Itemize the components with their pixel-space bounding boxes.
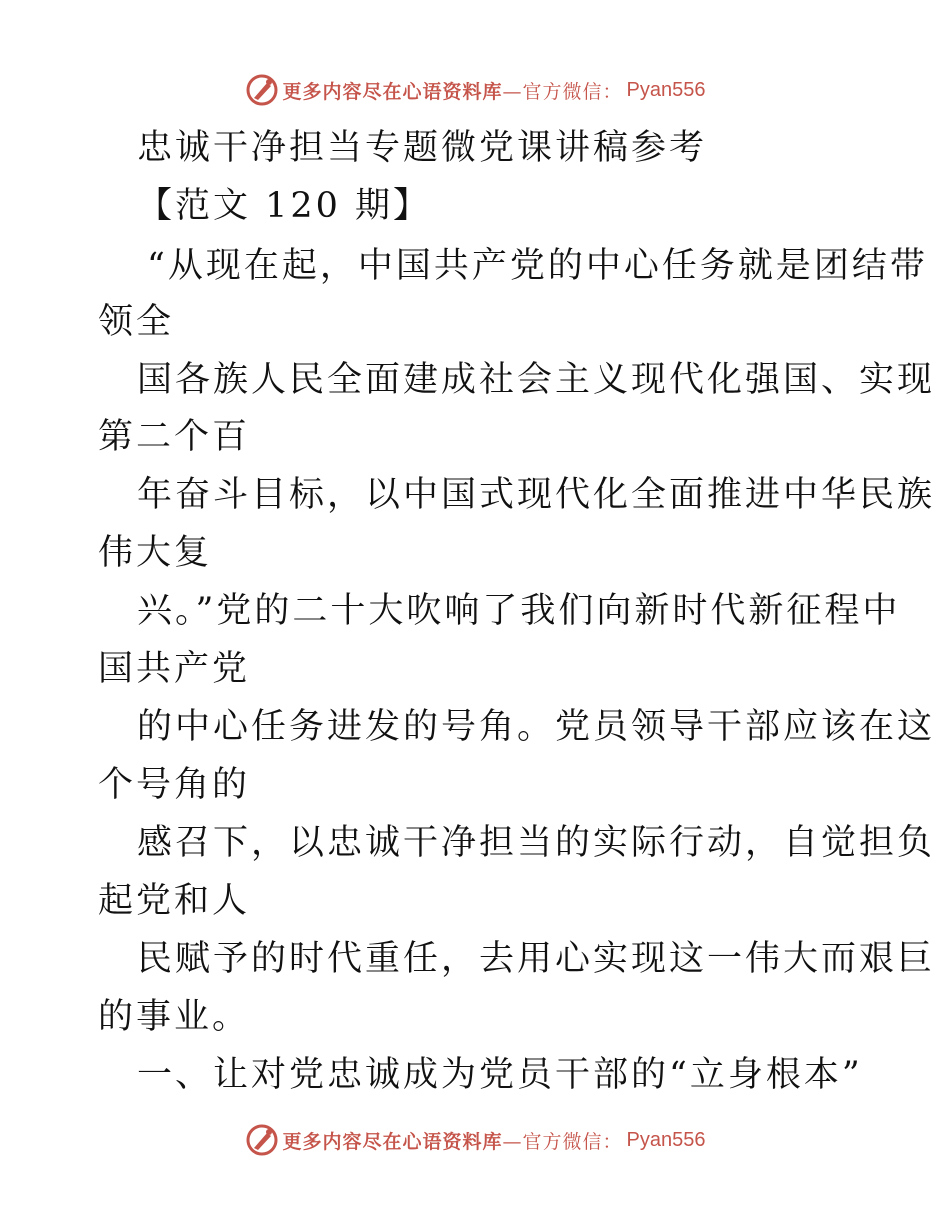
paragraph-line: 感召下，以忠诚干净担当的实际行动，自觉担负 — [137, 823, 936, 863]
section-heading: 一、让对党忠诚成为党员干部的“立身根本” — [137, 1055, 863, 1095]
watermark-banner-bottom — [0, 1120, 950, 1160]
paragraph-line: 的中心任务进发的号角。党员领导干部应该在这 — [137, 707, 936, 747]
watermark-wechat-id: Pyan556 — [626, 78, 706, 101]
paragraph-line: 民赋予的时代重任，去用心实现这一伟大而艰巨 — [137, 939, 936, 979]
watermark-official-text: —官方微信： — [502, 1130, 623, 1153]
paragraph-line: 个号角的 — [98, 765, 251, 805]
pen-seal-icon — [245, 73, 279, 107]
document-issue: 【范文 120 期】 — [137, 186, 432, 226]
watermark-wechat-id: Pyan556 — [626, 1128, 706, 1151]
watermark-banner-top — [0, 70, 950, 110]
watermark-site-text: 更多内容尽在心语资料库 — [282, 1130, 503, 1153]
paragraph-line: 兴。”党的二十大吹响了我们向新时代新征程中 — [137, 591, 901, 631]
document-title: 忠诚干净担当专题微党课讲稿参考 — [137, 128, 708, 168]
watermark-official-text: —官方微信： — [502, 80, 623, 103]
pen-seal-icon — [245, 1123, 279, 1157]
paragraph-line: 领全 — [98, 302, 175, 342]
paragraph-line: 国共产党 — [98, 649, 251, 689]
watermark-site-text: 更多内容尽在心语资料库 — [282, 80, 503, 103]
paragraph-line: “从现在起，中国共产党的中心任务就是团结带 — [147, 246, 928, 286]
paragraph-line: 年奋斗目标，以中国式现代化全面推进中华民族 — [137, 475, 936, 515]
paragraph-line: 国各族人民全面建成社会主义现代化强国、实现 — [137, 360, 936, 400]
paragraph-line: 的事业。 — [98, 997, 251, 1037]
paragraph-line: 伟大复 — [98, 533, 213, 573]
paragraph-line: 第二个百 — [98, 417, 251, 457]
paragraph-line: 起党和人 — [98, 881, 251, 921]
